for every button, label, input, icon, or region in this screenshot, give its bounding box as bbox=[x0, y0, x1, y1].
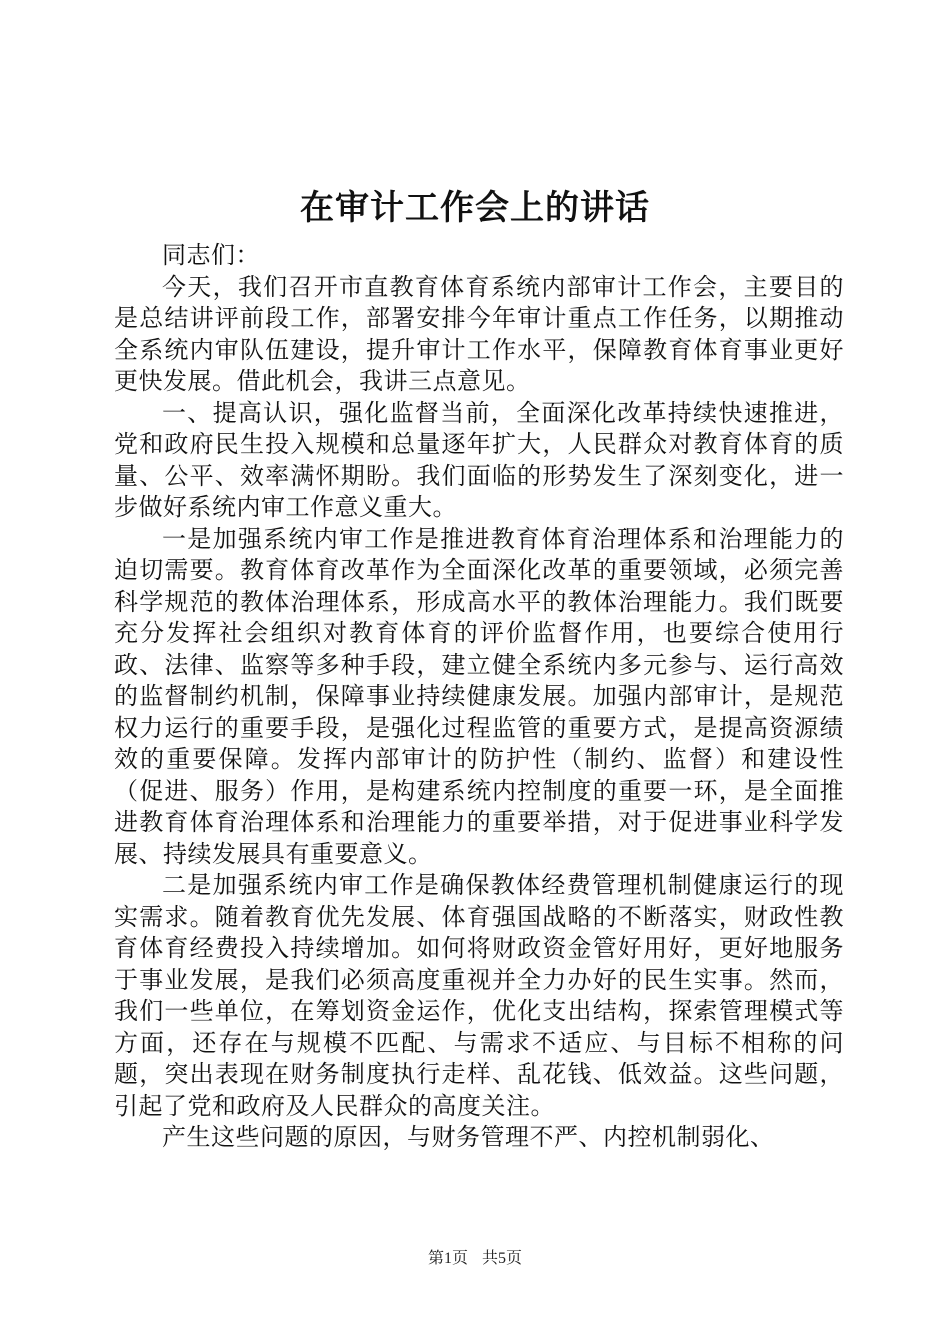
page-number: 第1页 bbox=[427, 1250, 468, 1267]
paragraph-intro: 今天，我们召开市直教育体育系统内部审计工作会，主要目的是总结讲评前段工作，部署安排今年审计重点工作任务，以期推动全系统内审队伍建设，提升审计工作水平，保障教育体育事业更好更快发展。借此机会，我讲三点意见。 bbox=[114, 272, 844, 395]
document-body bbox=[114, 240, 844, 1154]
document-title: 在审计工作会上的讲话 bbox=[300, 188, 650, 228]
page-footer bbox=[0, 1245, 950, 1268]
paragraph-point-one: 一是加强系统内审工作是推进教育体育治理体系和治理能力的迫切需要。教育体育改革作为全面深化改革的重要领域，必须完善科学规范的教体治理体系，形成高水平的教体治理能力。我们既要充分发挥社会组织对教育体育的评价监督作用，也要综合使用行政、法律、监察等多种手段，建立健全系统内多元参与、运行高效的监督制约机制，保障事业持续健康发展。加强内部审计，是规范权力运行的重要手段，是强化过程监管的重要方式，是提高资源绩效的重要保障。发挥内部审计的防护性（制约、监督）和建设性（促进、服务）作用，是构建系统内控制度的重要一环，是全面推进教育体育治理体系和治理能力的重要举措，对于促进事业科学发展、持续发展具有重要意义。 bbox=[114, 524, 844, 868]
paragraph-causes: 产生这些问题的原因，与财务管理不严、内控机制弱化、 bbox=[162, 1123, 775, 1151]
page-total: 共5页 bbox=[482, 1250, 523, 1267]
salutation: 同志们： bbox=[162, 241, 260, 269]
paragraph-section-one: 一、提高认识，强化监督当前，全面深化改革持续快速推进，党和政府民生投入规模和总量逐年扩大，人民群众对教育体育的质量、公平、效率满怀期盼。我们面临的形势发生了深刻变化，进一步做好系统内审工作意义重大。 bbox=[114, 398, 844, 521]
paragraph-point-two: 二是加强系统内审工作是确保教体经费管理机制健康运行的现实需求。随着教育优先发展、体育强国战略的不断落实，财政性教育体育经费投入持续增加。如何将财政资金管好用好，更好地服务于事业发展，是我们必须高度重视并全力办好的民生实事。然而，我们一些单位，在筹划资金运作，优化支出结构，探索管理模式等方面，还存在与规模不匹配、与需求不适应、与目标不相称的问题，突出表现在财务制度执行走样、乱花钱、低效益。这些问题，引起了党和政府及人民群众的高度关注。 bbox=[114, 871, 844, 1120]
